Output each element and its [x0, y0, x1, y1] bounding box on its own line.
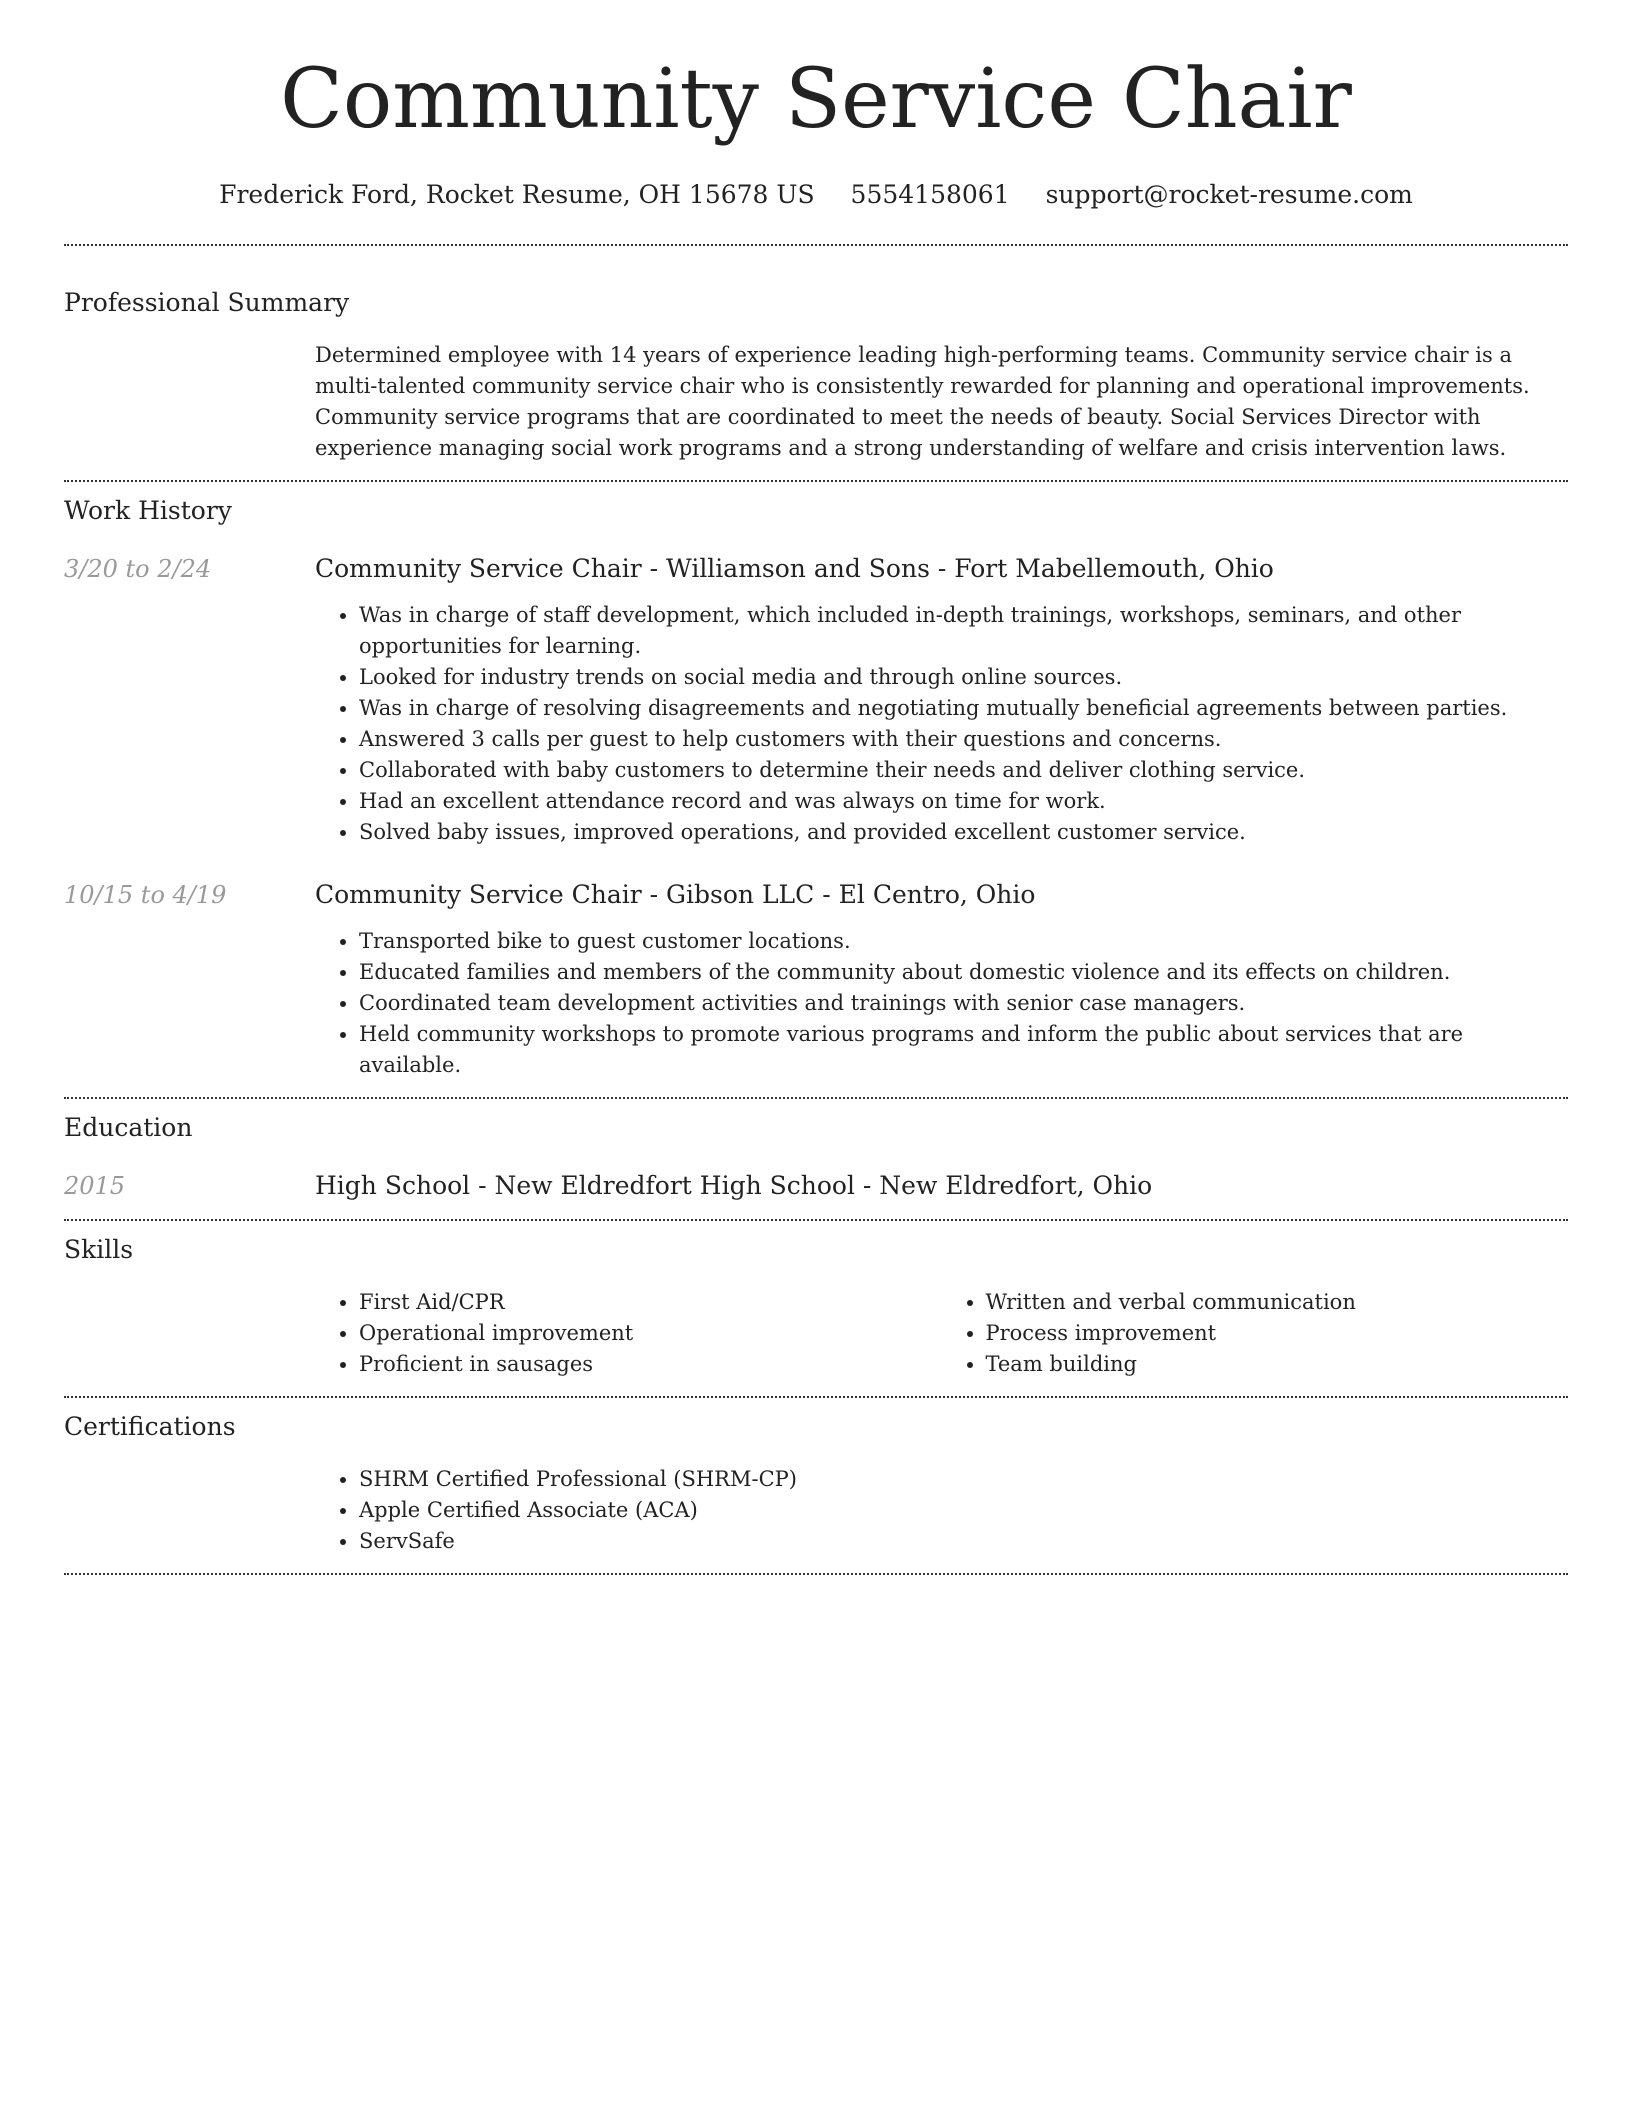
resume-title: Community Service Chair	[280, 52, 1352, 147]
education-title: High School - New Eldredfort High School - New Eldredfort, Ohio	[315, 1171, 1153, 1200]
certifications-divider	[64, 1573, 1568, 1575]
skill-item: • Operational improvement	[359, 1318, 942, 1349]
summary-divider	[64, 480, 1568, 482]
job-bullet: • Collaborated with baby customers to determine their needs and deliver clothing service.	[359, 755, 1568, 786]
job-bullet: • Held community workshops to promote various programs and inform the public about services that are available.	[359, 1019, 1568, 1081]
skills-list-left	[315, 1287, 942, 1380]
education-divider	[64, 1219, 1568, 1221]
job-bullet: • Educated families and members of the community about domestic violence and its effects on children.	[359, 957, 1568, 988]
job-bullet: • Was in charge of resolving disagreements and negotiating mutually beneficial agreements between parties.	[359, 693, 1568, 724]
job-title: Community Service Chair - Gibson LLC - El Centro, Ohio	[315, 880, 1036, 909]
job-entry	[64, 552, 1568, 848]
job-bullet: • Looked for industry trends on social media and through online sources.	[359, 662, 1568, 693]
certifications-heading: Certifications	[64, 1412, 236, 1441]
job-bullet: • Had an excellent attendance record and was always on time for work.	[359, 786, 1568, 817]
skill-item: • First Aid/CPR	[359, 1287, 942, 1318]
skill-item: • Process improvement	[986, 1318, 1569, 1349]
skills-divider	[64, 1396, 1568, 1398]
certification-item: • ServSafe	[359, 1526, 1568, 1557]
contact-line	[64, 178, 1568, 212]
job-bullet: • Was in charge of staff development, which included in-depth trainings, workshops, seminars, and other opportunities for learning.	[359, 600, 1568, 662]
job-bullet: • Solved baby issues, improved operations, and provided excellent customer service.	[359, 817, 1568, 848]
skill-item: • Team building	[986, 1349, 1569, 1380]
job-bullets	[315, 600, 1568, 848]
job-dates: 10/15 to 4/19	[64, 881, 227, 909]
education-year: 2015	[64, 1172, 126, 1200]
contact-email: support@rocket-resume.com	[1045, 180, 1413, 209]
skills-row	[64, 1287, 1568, 1380]
work-divider	[64, 1097, 1568, 1099]
skill-item: • Proficient in sausages	[359, 1349, 942, 1380]
certifications-list	[315, 1464, 1568, 1557]
contact-address: Frederick Ford, Rocket Resume, OH 15678 US	[219, 180, 815, 209]
skill-item: • Written and verbal communication	[986, 1287, 1569, 1318]
skills-grid	[315, 1287, 1568, 1380]
job-bullet: • Coordinated team development activities and trainings with senior case managers.	[359, 988, 1568, 1019]
certification-item: • Apple Certified Associate (ACA)	[359, 1495, 1568, 1526]
education-entry	[64, 1169, 1568, 1203]
summary-text: Determined employee with 14 years of experience leading high-performing teams. Community service chair is a multi-talented community service chair who is consistently rewarded for planning and operational improvements. Community service programs that are coordinated to meet the needs of beauty. Social Services Director with experience managing social work programs and a strong understanding of welfare and crisis intervention laws.	[315, 343, 1530, 460]
job-bullet: • Answered 3 calls per guest to help customers with their questions and concerns.	[359, 724, 1568, 755]
work-history-heading: Work History	[64, 496, 232, 525]
job-entry	[64, 878, 1568, 1081]
certification-item: • SHRM Certified Professional (SHRM-CP)	[359, 1464, 1568, 1495]
job-dates: 3/20 to 2/24	[64, 555, 212, 583]
skills-heading: Skills	[64, 1235, 134, 1264]
job-title: Community Service Chair - Williamson and Sons - Fort Mabellemouth, Ohio	[315, 554, 1274, 583]
summary-row	[64, 340, 1568, 464]
skills-list-right	[942, 1287, 1569, 1380]
job-bullets	[315, 926, 1568, 1081]
job-bullet: • Transported bike to guest customer locations.	[359, 926, 1568, 957]
contact-phone: 5554158061	[850, 180, 1010, 209]
header-divider	[64, 244, 1568, 246]
summary-heading: Professional Summary	[64, 288, 350, 317]
certifications-row	[64, 1464, 1568, 1557]
education-heading: Education	[64, 1113, 193, 1142]
